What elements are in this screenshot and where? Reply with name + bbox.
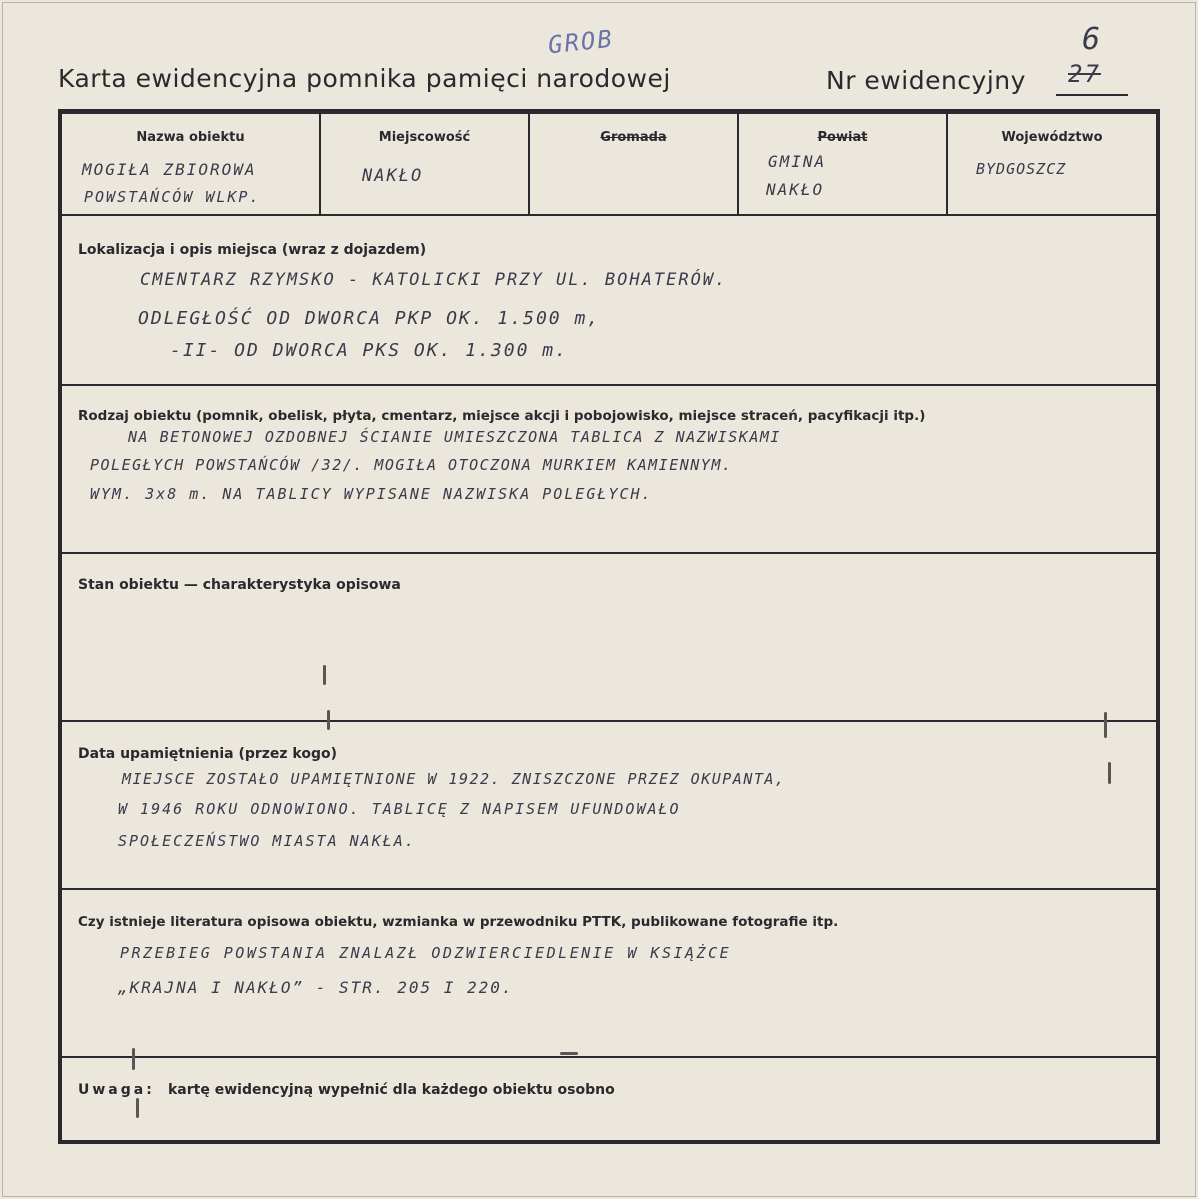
col-divider-3 xyxy=(737,112,739,215)
row-divider-3 xyxy=(60,552,1158,554)
nazwa-obiektu-line1: MOGIŁA ZBIOROWA xyxy=(82,160,257,179)
row-divider-1 xyxy=(60,214,1158,216)
rodzaj-line2: POLEGŁYCH POWSTAŃCÓW /32/. MOGIŁA OTOCZONA MURKIEM KAMIENNYM. xyxy=(90,456,733,474)
uwaga-text: kartę ewidencyjną wypełnić dla każdego obiektu osobno xyxy=(168,1082,615,1098)
staple-mark xyxy=(1104,712,1107,738)
data-upamietnienia-line2: W 1946 ROKU ODNOWIONO. TABLICĘ Z NAPISEM UFUNDOWAŁO xyxy=(118,800,681,818)
nazwa-obiektu-line2: POWSTAŃCÓW WLKP. xyxy=(84,188,261,206)
row-divider-2 xyxy=(60,384,1158,386)
lokalizacja-line2: ODLEGŁOŚĆ OD DWORCA PKP OK. 1.500 m, xyxy=(138,308,601,329)
nr-ewidencyjny-label: Nr ewidencyjny xyxy=(826,66,1026,95)
data-upamietnienia-line3: SPOŁECZEŃSTWO MIASTA NAKŁA. xyxy=(118,832,416,850)
frame-top-thick xyxy=(58,109,1160,114)
row-divider-6 xyxy=(60,1056,1158,1058)
lokalizacja-line3: -II- OD DWORCA PKS OK. 1.300 m. xyxy=(170,340,568,361)
frame-right xyxy=(1156,109,1160,1144)
pencil-note: GROB xyxy=(546,24,616,60)
data-upamietnienia-line1: MIEJSCE ZOSTAŁO UPAMIĘTNIONE W 1922. ZNISZCZONE PRZEZ OKUPANTA, xyxy=(122,770,786,788)
powiat-line2: NAKŁO xyxy=(766,180,825,199)
nr-underline xyxy=(1056,94,1128,96)
row-divider-4 xyxy=(60,720,1158,722)
frame-left xyxy=(58,109,62,1144)
rodzaj-line3: WYM. 3x8 m. NA TABLICY WYPISANE NAZWISKA POLEGŁYCH. xyxy=(90,485,653,503)
card-edge xyxy=(2,2,1196,1197)
staple-mark xyxy=(136,1098,139,1118)
wojewodztwo-value: BYDGOSZCZ xyxy=(976,160,1067,178)
nr-new-value: 6 xyxy=(1082,22,1103,57)
rodzaj-label: Rodzaj obiektu (pomnik, obelisk, płyta, cmentarz, miejsce akcji i pobojowisko, miejsce straceń, pacyfikacji itp.) xyxy=(78,408,926,424)
literatura-line1: PRZEBIEG POWSTANIA ZNALAZŁ ODZWIERCIEDLENIE W KSIĄŻCE xyxy=(120,944,732,962)
data-upamietnienia-label: Data upamiętnienia (przez kogo) xyxy=(78,746,338,762)
staple-mark xyxy=(1108,762,1111,784)
nazwa-obiektu-label: Nazwa obiektu xyxy=(136,130,245,145)
powiat-label: Powiat xyxy=(817,130,868,145)
card-title: Karta ewidencyjna pomnika pamięci narodowej xyxy=(58,64,671,93)
col-divider-2 xyxy=(528,112,530,215)
stan-label: Stan obiektu — charakterystyka opisowa xyxy=(78,577,401,593)
col-divider-4 xyxy=(946,112,948,215)
staple-mark xyxy=(132,1048,135,1070)
lokalizacja-label: Lokalizacja i opis miejsca (wraz z dojazdem) xyxy=(78,242,427,258)
nr-old-value: 27 xyxy=(1068,60,1101,88)
literatura-label: Czy istnieje literatura opisowa obiektu, wzmianka w przewodniku PTTK, publikowane fotografie itp. xyxy=(78,914,839,930)
uwaga-label: Uwaga: xyxy=(78,1082,155,1098)
wojewodztwo-label: Województwo xyxy=(1001,130,1103,145)
staple-mark xyxy=(327,710,330,730)
rodzaj-line1: NA BETONOWEJ OZDOBNEJ ŚCIANIE UMIESZCZONA TABLICA Z NAZWISKAMI xyxy=(128,428,781,446)
lokalizacja-line1: CMENTARZ RZYMSKO - KATOLICKI PRZY UL. BOHATERÓW. xyxy=(140,270,728,290)
powiat-line1: GMINA xyxy=(768,152,827,171)
staple-mark xyxy=(560,1052,578,1055)
staple-mark xyxy=(323,665,326,685)
frame-bottom xyxy=(58,1140,1160,1144)
col-divider-1 xyxy=(319,112,321,215)
literatura-line2: „KRAJNA I NAKŁO” - STR. 205 I 220. xyxy=(118,978,514,997)
gromada-label: Gromada xyxy=(600,130,667,145)
miejscowosc-label: Miejscowość xyxy=(378,130,471,145)
miejscowosc-value: NAKŁO xyxy=(362,166,424,186)
row-divider-5 xyxy=(60,888,1158,890)
